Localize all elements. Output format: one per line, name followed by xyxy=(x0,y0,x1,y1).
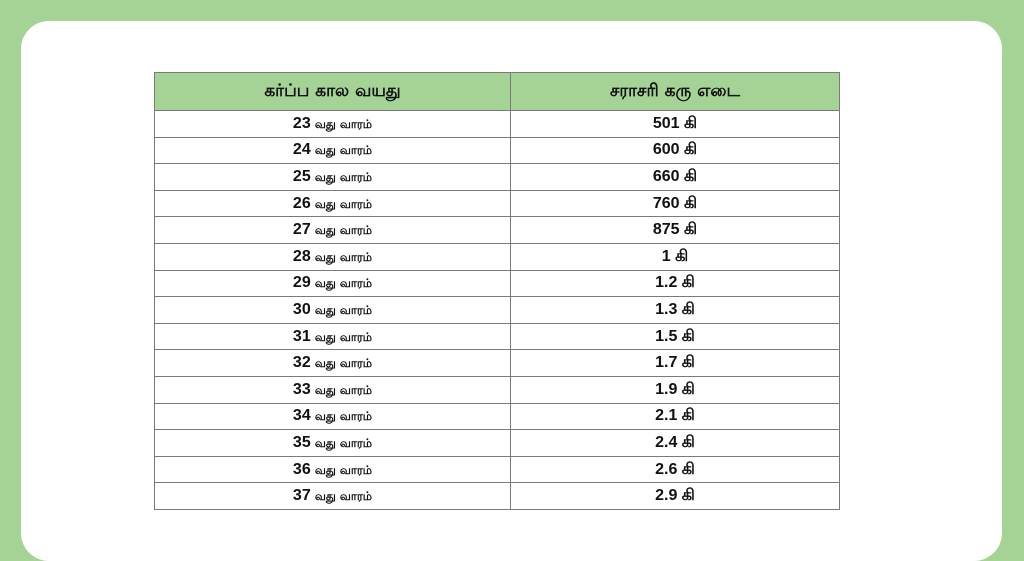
table-header-row xyxy=(155,73,840,111)
average-weight-cell xyxy=(511,297,840,324)
week-suffix: வது வாரம் xyxy=(314,302,373,317)
table-row xyxy=(155,164,840,191)
weight-value: 1.9 கி xyxy=(655,380,695,398)
week-number: 30 xyxy=(292,300,311,318)
weight-value: 501 கி xyxy=(652,114,698,132)
table-row xyxy=(155,350,840,377)
weight-value: 2.4 கி xyxy=(655,433,695,451)
table-row xyxy=(155,483,840,510)
gestational-week-cell xyxy=(155,430,511,457)
week-suffix: வது வாரம் xyxy=(314,382,373,397)
table-row xyxy=(155,137,840,164)
gestational-week-cell xyxy=(155,376,511,403)
table-row xyxy=(155,243,840,270)
weight-value: 600 கி xyxy=(652,141,698,159)
average-weight-cell xyxy=(511,190,840,217)
column-header-gestational-age: கர்ப்ப கால வயது xyxy=(155,73,511,111)
gestational-week-cell xyxy=(155,190,511,217)
gestational-week-cell xyxy=(155,270,511,297)
column-header-average-weight: சராசரி கரு எடை xyxy=(511,73,840,111)
gestational-week-cell xyxy=(155,137,511,164)
average-weight-cell xyxy=(511,137,840,164)
average-weight-cell xyxy=(511,111,840,138)
week-number: 26 xyxy=(292,194,311,212)
average-weight-cell xyxy=(511,243,840,270)
gestational-week-cell xyxy=(155,243,511,270)
weight-value: 875 கி xyxy=(652,221,698,239)
week-suffix: வது வாரம் xyxy=(314,462,373,477)
weight-value: 2.1 கி xyxy=(655,407,695,425)
table-row xyxy=(155,456,840,483)
weight-value: 1.5 கி xyxy=(655,327,695,345)
average-weight-cell xyxy=(511,456,840,483)
gestational-week-cell xyxy=(155,323,511,350)
table-row xyxy=(155,111,840,138)
weight-value: 2.6 கி xyxy=(655,460,695,478)
table-row xyxy=(155,376,840,403)
week-number: 36 xyxy=(292,460,311,478)
week-suffix: வது வாரம் xyxy=(314,143,373,158)
week-number: 34 xyxy=(292,407,311,425)
average-weight-cell xyxy=(511,483,840,510)
gestational-week-cell xyxy=(155,350,511,377)
weight-value: 760 கி xyxy=(652,194,698,212)
table-row xyxy=(155,190,840,217)
average-weight-cell xyxy=(511,217,840,244)
weight-value: 1.3 கி xyxy=(655,300,695,318)
weight-value: 1.7 கி xyxy=(655,354,695,372)
gestational-week-cell xyxy=(155,164,511,191)
average-weight-cell xyxy=(511,430,840,457)
table-row xyxy=(155,217,840,244)
gestational-week-cell xyxy=(155,403,511,430)
week-suffix: வது வாரம் xyxy=(314,356,373,371)
table-row xyxy=(155,297,840,324)
week-number: 28 xyxy=(292,247,311,265)
week-suffix: வது வாரம் xyxy=(314,435,373,450)
average-weight-cell xyxy=(511,270,840,297)
week-suffix: வது வாரம் xyxy=(314,489,373,504)
week-suffix: வது வாரம் xyxy=(314,329,373,344)
average-weight-cell xyxy=(511,376,840,403)
week-number: 25 xyxy=(292,167,311,185)
week-number: 31 xyxy=(292,327,311,345)
week-number: 32 xyxy=(292,354,311,372)
weight-value: 2.9 கி xyxy=(655,487,695,505)
gestational-week-cell xyxy=(155,456,511,483)
average-weight-cell xyxy=(511,403,840,430)
gestational-week-cell xyxy=(155,483,511,510)
week-suffix: வது வாரம் xyxy=(314,196,373,211)
gestational-week-cell xyxy=(155,297,511,324)
average-weight-cell xyxy=(511,164,840,191)
weight-value: 660 கி xyxy=(652,167,698,185)
week-number: 37 xyxy=(292,487,311,505)
table-row xyxy=(155,323,840,350)
table-row xyxy=(155,430,840,457)
gestational-week-cell xyxy=(155,111,511,138)
week-suffix: வது வாரம் xyxy=(314,169,373,184)
weight-value: 1 கி xyxy=(661,247,689,265)
week-number: 27 xyxy=(292,221,311,239)
gestational-week-cell xyxy=(155,217,511,244)
table-body xyxy=(155,111,840,510)
table-row xyxy=(155,270,840,297)
fetal-weight-table xyxy=(154,72,840,510)
table-row xyxy=(155,403,840,430)
weight-value: 1.2 கி xyxy=(655,274,695,292)
week-number: 23 xyxy=(292,114,311,132)
average-weight-cell xyxy=(511,350,840,377)
week-suffix: வது வாரம் xyxy=(314,249,373,264)
week-number: 35 xyxy=(292,433,311,451)
week-number: 33 xyxy=(292,380,311,398)
week-suffix: வது வாரம் xyxy=(314,409,373,424)
average-weight-cell xyxy=(511,323,840,350)
week-number: 24 xyxy=(292,141,311,159)
week-suffix: வது வாரம் xyxy=(314,223,373,238)
week-suffix: வது வாரம் xyxy=(314,276,373,291)
week-number: 29 xyxy=(292,274,311,292)
week-suffix: வது வாரம் xyxy=(314,116,373,131)
